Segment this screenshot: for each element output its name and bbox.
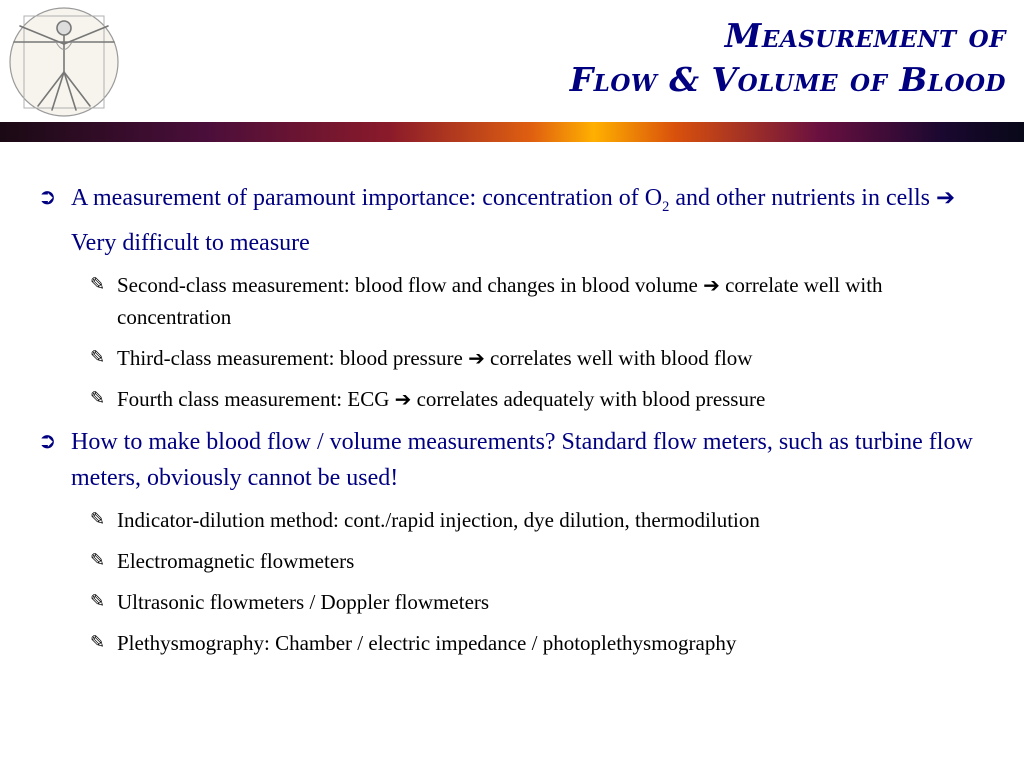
title-divider-bar <box>0 122 1024 142</box>
right-arrow-icon: ➔ <box>468 345 485 370</box>
title-line-2: Flow & Volume of Blood <box>569 60 1006 99</box>
slide-title <box>306 14 1006 102</box>
right-arrow-icon: ➔ <box>394 386 412 411</box>
pencil-icon: ✎ <box>90 273 106 295</box>
pencil-icon: ✎ <box>90 631 106 653</box>
sub-bullet-1-3: ✎ Fourth class measurement: ECG ➔ correlates adequately with blood pressure <box>90 383 998 415</box>
right-arrow-icon: ➔ <box>935 185 956 211</box>
sub-bullet-1-1: ✎ Second-class measurement: blood flow and changes in blood volume ➔ correlate well with concentration <box>90 269 998 333</box>
sub-bullet-2-4: ✎ Plethysmography: Chamber / electric impedance / photoplethysmography <box>90 627 998 659</box>
vitruvian-man-logo <box>2 2 126 120</box>
sub-bullet-1-2: ✎ Third-class measurement: blood pressure ➔ correlates well with blood flow <box>90 342 998 374</box>
bullet-2: ➲ How to make blood flow / volume measurements? Standard flow meters, such as turbine flow meters, obviously cannot be used! <box>38 424 998 496</box>
bullet-1: ➲ A measurement of paramount importance: concentration of $O_2$ and other nutrients in cells ➔ Very difficult to measure <box>38 180 998 261</box>
sub-bullet-2-3: ✎ Ultrasonic flowmeters / Doppler flowmeters <box>90 586 998 618</box>
sub-bullet-2-2: ✎ Electromagnetic flowmeters <box>90 545 998 577</box>
circled-arrow-icon: ➲ <box>38 428 57 454</box>
slide-body <box>38 180 998 668</box>
pencil-icon: ✎ <box>90 346 106 368</box>
title-line-1: Measurement of <box>724 16 1006 55</box>
pencil-icon: ✎ <box>90 549 106 571</box>
pencil-icon: ✎ <box>90 508 106 530</box>
sub-bullet-2-1: ✎ Indicator-dilution method: cont./rapid injection, dye dilution, thermodilution <box>90 504 998 536</box>
pencil-icon: ✎ <box>90 590 106 612</box>
circled-arrow-icon: ➲ <box>38 185 57 210</box>
pencil-icon: ✎ <box>90 387 106 409</box>
right-arrow-icon: ➔ <box>703 272 720 297</box>
